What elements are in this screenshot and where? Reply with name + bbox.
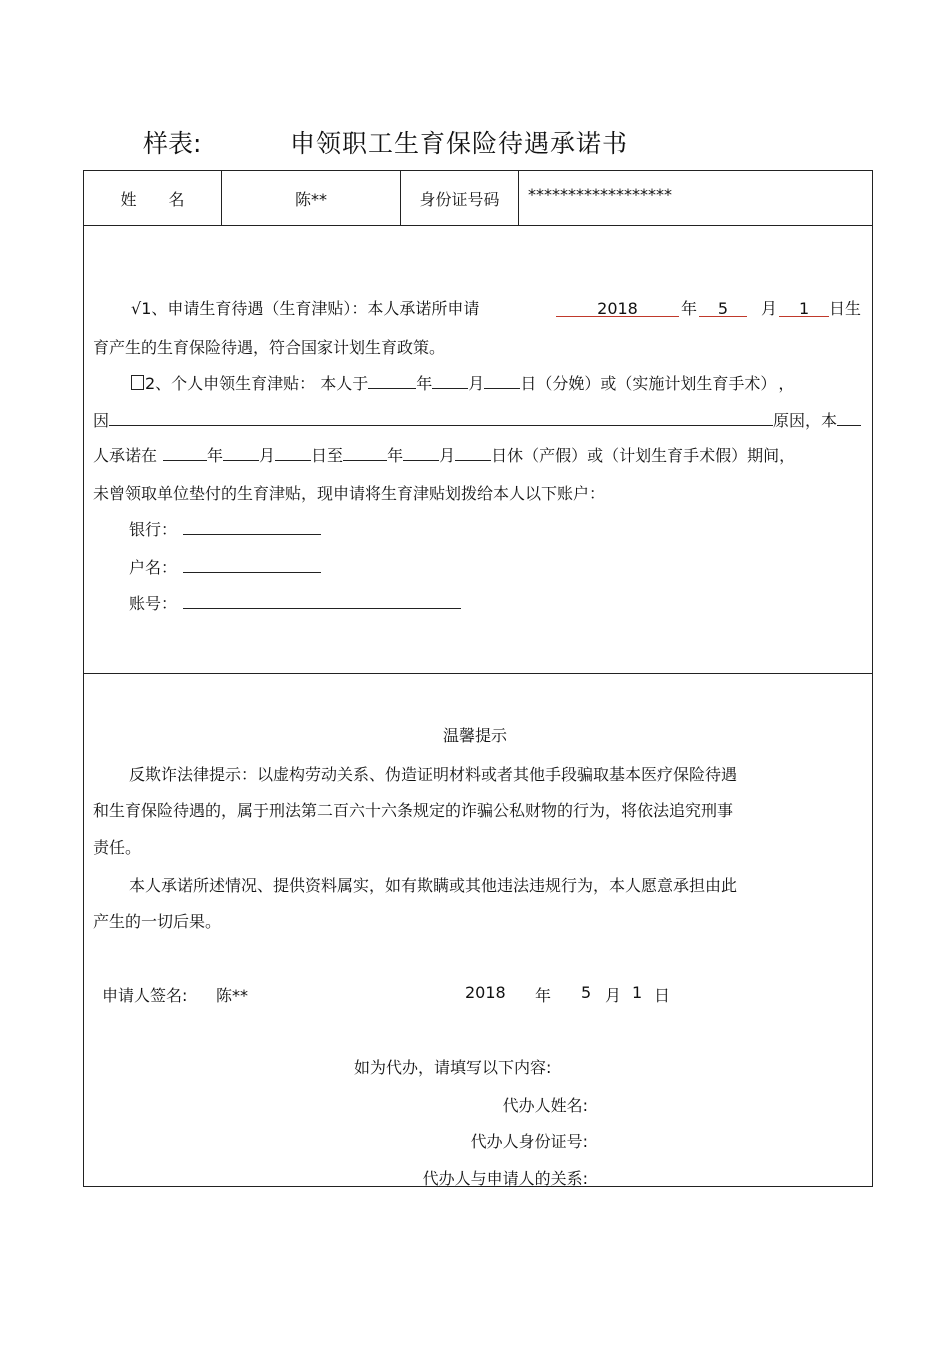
form-frame — [83, 170, 873, 1187]
signature-year: 2018 — [465, 983, 506, 1002]
section2-intro: 2、个人申领生育津贴： 本人于 — [145, 374, 369, 393]
section1-line2: 育产生的生育保险待遇，符合国家计划生育政策。 — [93, 338, 446, 357]
signature-month: 5 — [581, 983, 592, 1002]
id-value: ****************** — [528, 185, 672, 204]
section1-line1 — [131, 296, 479, 319]
section2-line5: 未曾领取单位垫付的生育津贴，现申请将生育津贴划拨给本人以下账户： — [93, 484, 606, 503]
bank-row — [129, 517, 321, 540]
section2-tail: 日（分娩）或（实施计划生育手术） — [520, 374, 769, 393]
account-name-label: 户名： — [129, 558, 178, 577]
section1-month: 5 — [699, 299, 747, 317]
header-divider — [83, 225, 873, 226]
signature-day-unit: 日 — [654, 986, 671, 1005]
account-no-row — [129, 591, 461, 614]
tips-p1-line1: 反欺诈法律提示：以虚构劳动关系、伪造证明材料或者其他手段骗取基本医疗保险待遇 — [129, 765, 738, 784]
section1-day: 1 — [779, 299, 829, 317]
title-prefix: 样表: — [143, 129, 202, 158]
section2-period-line: 人承诺在 年 月 日至 年 月 日休（产假）或（计划生育手术假）期间， — [93, 446, 796, 465]
id-label: 身份证号码 — [419, 189, 500, 209]
signature-name: 陈** — [216, 986, 249, 1005]
proxy-name-label: 代办人姓名: — [502, 1096, 588, 1115]
day-unit: 日生 — [829, 299, 862, 318]
proxy-id-label: 代办人身份证号: — [470, 1132, 588, 1151]
account-name-field[interactable] — [183, 572, 321, 573]
account-name-row — [129, 555, 321, 578]
bank-field[interactable] — [183, 534, 321, 535]
proxy-relation-label: 代办人与申请人的关系: — [422, 1169, 588, 1188]
tips-p1-line2: 和生育保险待遇的，属于刑法第二百六十六条规定的诈骗公私财物的行为，将依法追究刑事 — [93, 801, 734, 820]
account-no-field[interactable] — [183, 608, 461, 609]
account-no-label: 账号： — [129, 594, 178, 613]
section2-reason-line: 因 原因，本 — [93, 408, 861, 431]
bank-label: 银行： — [129, 520, 178, 539]
section-divider — [83, 673, 873, 674]
tips-p2-line1: 本人承诺所述情况、提供资料属实，如有欺瞒或其他违法违规行为，本人愿意承担由此 — [129, 876, 738, 895]
year-unit: 年 — [681, 299, 698, 318]
signature-year-unit: 年 — [535, 986, 552, 1005]
section2-line1: 2、个人申领生育津贴： 本人于 年 月 日（分娩）或（实施计划生育手术） ， — [131, 371, 794, 394]
section1-date — [556, 296, 861, 319]
col-divider-3 — [518, 170, 519, 225]
signature-month-unit: 月 — [605, 986, 622, 1005]
tips-p1-line3: 责任。 — [93, 838, 142, 857]
section1-intro: 1、申请生育待遇（生育津贴）：本人承诺所申请 — [141, 299, 480, 318]
section1-year: 2018 — [556, 299, 679, 317]
name-value: 陈** — [294, 189, 327, 209]
name-label: 姓 名 — [120, 189, 185, 209]
proxy-intro: 如为代办，请填写以下内容: — [354, 1058, 552, 1077]
month-unit: 月 — [761, 299, 778, 318]
reason-field[interactable] — [109, 425, 773, 426]
checkbox-icon[interactable] — [131, 375, 144, 390]
check-mark-icon: √ — [131, 299, 142, 318]
page-title: 申领职工生育保险待遇承诺书 — [290, 129, 629, 158]
tips-p2-line2: 产生的一切后果。 — [93, 912, 222, 931]
signature-day: 1 — [632, 983, 643, 1002]
tips-heading: 温馨提示 — [442, 726, 507, 745]
signature-label: 申请人签名: — [102, 986, 188, 1005]
